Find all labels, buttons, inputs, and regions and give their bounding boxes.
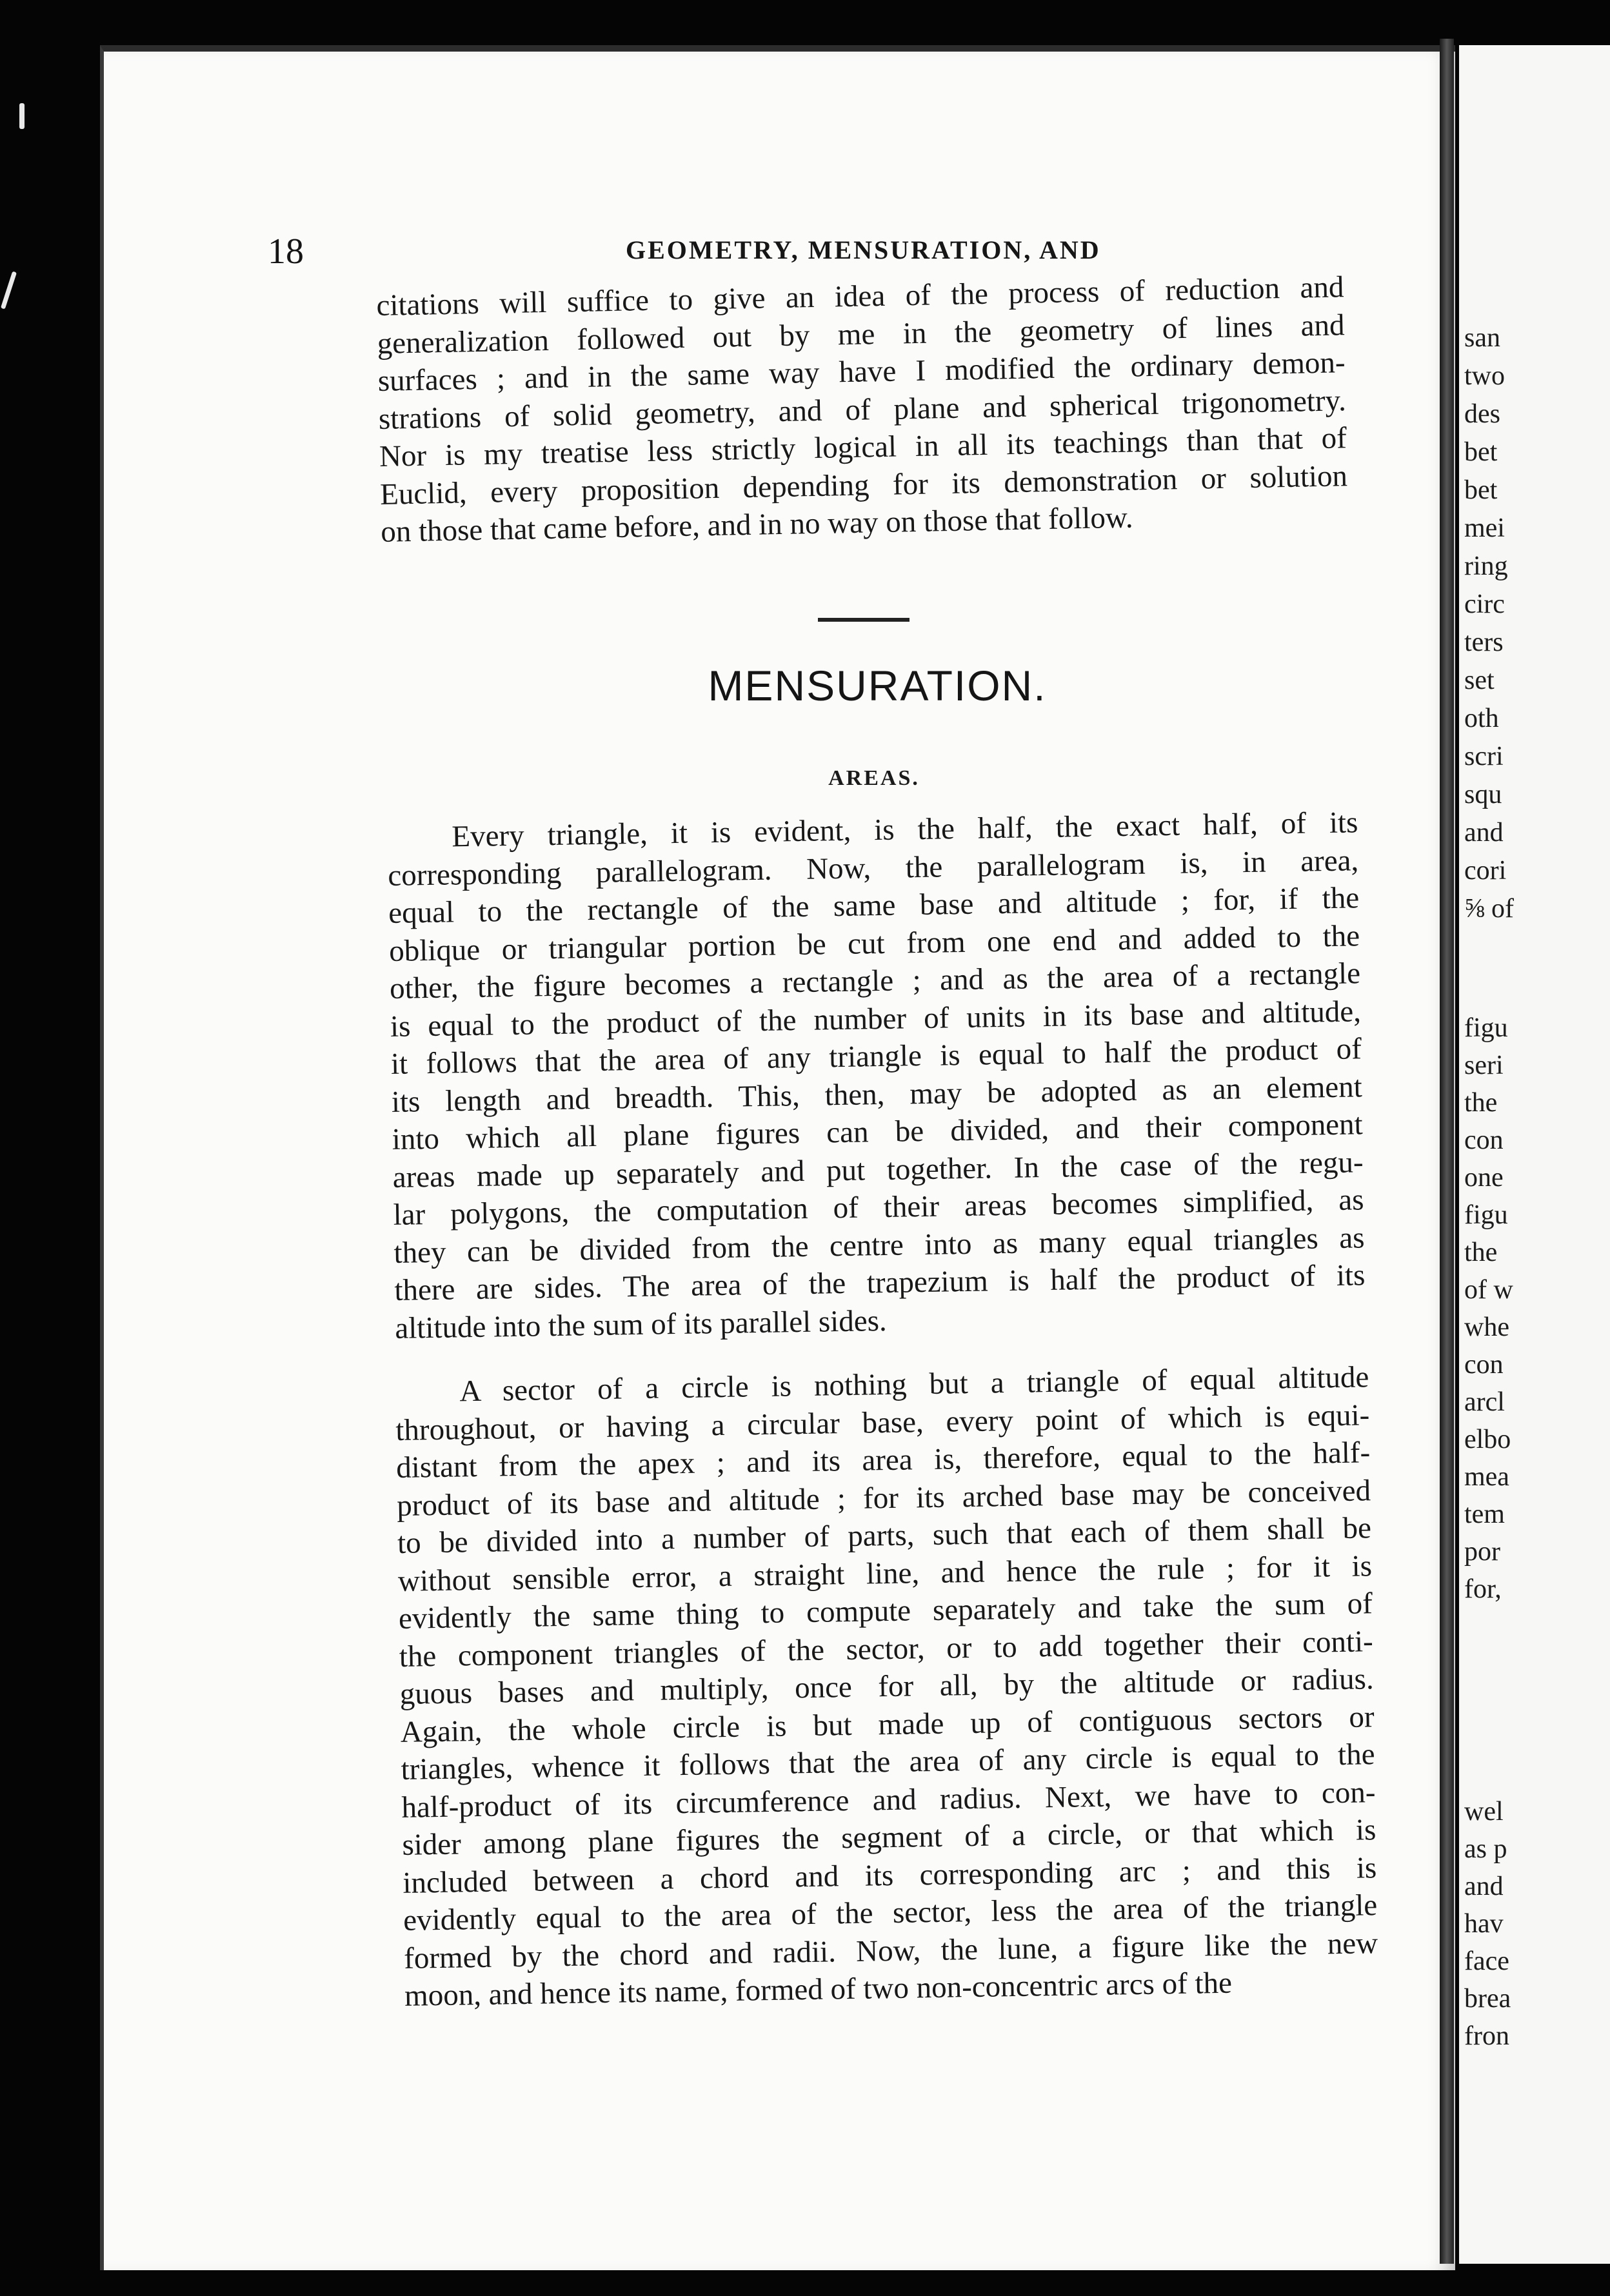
adjacent-page-line: cori	[1464, 856, 1507, 886]
text-line: included between a chord and its corresponding arc ; and this is	[402, 1850, 1377, 1900]
text-line: Nor is my treatise less strictly logical in all its teachings than that of	[379, 421, 1347, 473]
text-line: product of its base and altitude ; for its arched base may be conceived	[396, 1473, 1371, 1523]
adjacent-page-line: of w	[1464, 1275, 1513, 1305]
text-line: its length and breadth. This, then, may be adopted as an element	[391, 1069, 1363, 1119]
text-line: half-product of its circumference and radius. Next, we have to con-	[401, 1775, 1376, 1825]
text-line: A sector of a circle is nothing but a triangle of equal altitude	[459, 1360, 1369, 1409]
paragraph-triangles	[387, 804, 1366, 1347]
adjacent-page-line: ters	[1464, 628, 1504, 657]
text-line: Again, the whole circle is but made up of contiguous sectors or	[400, 1699, 1375, 1749]
adjacent-page-line: and	[1464, 1872, 1504, 1901]
adjacent-page-line: brea	[1464, 1984, 1511, 2014]
adjacent-page-line: one	[1464, 1163, 1504, 1193]
text-line: it follows that the area of any triangle is equal to half the product of	[390, 1032, 1362, 1081]
text-line: oblique or triangular portion be cut from one end and added to the	[388, 918, 1360, 968]
adjacent-page-line: wel	[1464, 1797, 1504, 1826]
adjacent-page-line: figu	[1464, 1200, 1508, 1230]
adjacent-page-line: whe	[1464, 1312, 1509, 1342]
text-line: distant from the apex ; and its area is, therefore, equal to the half-	[395, 1436, 1371, 1485]
adjacent-page-line: arcl	[1464, 1387, 1505, 1417]
text-line: altitude into the sum of its parallel sides.	[394, 1303, 888, 1345]
text-line: strations of solid geometry, and of plane and spherical trigonometry.	[378, 383, 1347, 436]
adjacent-page-line: hav	[1464, 1909, 1504, 1939]
adjacent-page-fragment	[1459, 45, 1610, 2264]
page-number: 18	[268, 232, 304, 272]
text-line: formed by the chord and radii. Now, the lune, a figure like the new	[403, 1926, 1378, 1975]
adjacent-page-line: elbo	[1464, 1425, 1511, 1454]
adjacent-page-line: for,	[1464, 1574, 1502, 1604]
text-line: lar polygons, the computation of their areas becomes simplified, as	[393, 1183, 1364, 1232]
book-spine	[1440, 39, 1454, 2264]
text-line: to be divided into a number of parts, such that each of them shall be	[397, 1511, 1372, 1560]
adjacent-page-line: san	[1464, 323, 1500, 353]
adjacent-page-line: bet	[1464, 437, 1498, 467]
adjacent-page-line: face	[1464, 1946, 1509, 1976]
adjacent-page-line: circ	[1464, 589, 1505, 619]
adjacent-page-line: two	[1464, 361, 1505, 391]
text-line: throughout, or having a circular base, every point of which is equi-	[395, 1398, 1370, 1447]
section-divider	[818, 618, 909, 622]
text-line: other, the figure becomes a rectangle ; and as the area of a rectangle	[389, 956, 1361, 1005]
adjacent-page-line: the	[1464, 1238, 1498, 1267]
text-line: there are sides. The area of the trapezium is half the product of its	[394, 1258, 1366, 1307]
adjacent-page-line: con	[1464, 1125, 1504, 1155]
adjacent-page-line: ring	[1464, 551, 1508, 581]
adjacent-page-line: con	[1464, 1350, 1504, 1380]
text-line: corresponding parallelogram. Now, the parallelogram is, in area,	[387, 843, 1359, 893]
scan-artifact	[19, 103, 25, 129]
text-line: they can be divided from the centre into as many equal triangles as	[393, 1220, 1365, 1270]
text-line: moon, and hence its name, formed of two non-concentric arcs of the	[404, 1966, 1233, 2013]
text-line: areas made up separately and put together. In the case of the regu-	[392, 1145, 1364, 1194]
adjacent-page-line: mea	[1464, 1462, 1509, 1492]
running-head	[268, 231, 1101, 276]
text-line: generalization followed out by me in the geometry of lines and	[377, 308, 1345, 361]
adjacent-page-line: ⅝ of	[1464, 894, 1514, 924]
text-line: the component triangles of the sector, or to add together their conti-	[399, 1624, 1374, 1674]
text-line: is equal to the product of the number of units in its base and altitude,	[390, 994, 1362, 1044]
text-line: Euclid, every proposition depending for its demonstration or solution	[379, 459, 1348, 511]
adjacent-page-line: and	[1464, 818, 1504, 847]
section-title: MENSURATION.	[708, 662, 1047, 709]
text-line: guous bases and multiply, once for all, by the altitude or radius.	[399, 1662, 1375, 1711]
adjacent-page-line: mei	[1464, 513, 1505, 543]
adjacent-page-line: fron	[1464, 2021, 1509, 2051]
adjacent-page-line: des	[1464, 399, 1500, 429]
paragraph-sectors	[395, 1358, 1378, 2015]
text-line: Every triangle, it is evident, is the half, the exact half, of its	[452, 806, 1358, 854]
text-line: evidently equal to the area of the sector, less the area of the triangle	[402, 1888, 1378, 1937]
adjacent-page-line: the	[1464, 1088, 1498, 1118]
text-line: equal to the rectangle of the same base and altitude ; for, if the	[388, 881, 1360, 930]
adjacent-page-line: oth	[1464, 704, 1499, 733]
adjacent-page-line: as p	[1464, 1834, 1507, 1864]
adjacent-page-line: scri	[1464, 742, 1504, 771]
subsection-title: AREAS.	[828, 766, 920, 790]
text-line: without sensible error, a straight line, and hence the rule ; for it is	[397, 1549, 1373, 1598]
adjacent-page-line: tem	[1464, 1499, 1505, 1529]
adjacent-page-line: bet	[1464, 475, 1498, 505]
intro-paragraph	[376, 268, 1349, 551]
text-line: evidently the same thing to compute separately and take the sum of	[398, 1587, 1373, 1636]
adjacent-page-line: figu	[1464, 1013, 1508, 1043]
text-line: surfaces ; and in the same way have I modified the ordinary demon-	[377, 346, 1346, 398]
text-line: sider among plane figures the segment of a circle, or that which is	[402, 1813, 1376, 1862]
adjacent-page-line: seri	[1464, 1051, 1504, 1080]
text-line: into which all plane figures can be divided, and their component	[392, 1107, 1364, 1156]
text-line: triangles, whence it follows that the area of any circle is equal to the	[401, 1737, 1375, 1786]
text-line: citations will suffice to give an idea of the process of reduction and	[376, 270, 1344, 322]
adjacent-page-line: squ	[1464, 780, 1502, 809]
running-head-title: GEOMETRY, MENSURATION, AND	[626, 235, 1101, 264]
scan-artifact	[1, 271, 17, 309]
adjacent-page-line: por	[1464, 1537, 1500, 1567]
adjacent-page-line: set	[1464, 666, 1495, 695]
text-line: on those that came before, and in no way on those that follow.	[380, 500, 1134, 549]
